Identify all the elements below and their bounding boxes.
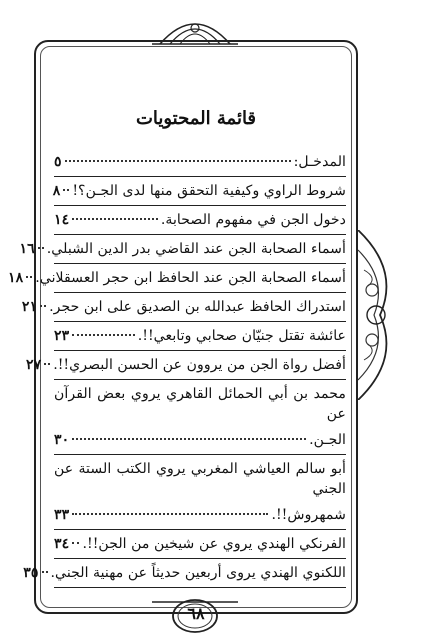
toc-entry-page: ٣٤ bbox=[54, 536, 70, 552]
dot-leader bbox=[65, 160, 291, 162]
toc-entry bbox=[54, 380, 346, 455]
toc-entry bbox=[54, 177, 346, 206]
toc-entry-text: محمد بن أبي الحمائل القاهري يروي بعض القرآن عن bbox=[54, 386, 346, 422]
toc-entry-text: أسماء الصحابة الجن عند القاضي بدر الدين الشبلي. bbox=[46, 241, 346, 257]
toc-entry bbox=[8, 264, 346, 293]
top-ornament-icon bbox=[150, 10, 240, 50]
toc-entry-page: ٣٥ bbox=[23, 565, 39, 581]
dot-leader bbox=[40, 305, 46, 307]
dot-leader bbox=[72, 438, 306, 440]
toc-entry-page: ١٨ bbox=[8, 270, 24, 286]
toc-entry bbox=[21, 293, 346, 322]
toc-entry-text: شروط الراوي وكيفية التحقق منها لدى الجـن؟! bbox=[72, 183, 346, 199]
toc-entry-continuation bbox=[54, 505, 346, 525]
dot-leader bbox=[26, 276, 32, 278]
table-of-contents bbox=[8, 148, 346, 588]
toc-entry-page: ١٤ bbox=[54, 212, 70, 228]
toc-entry bbox=[54, 455, 346, 530]
toc-entry-text: الفرنكي الهندي يروي عن شيخين من الجن!!. bbox=[82, 536, 346, 552]
toc-entry bbox=[25, 351, 346, 380]
page-number: ٦٨ bbox=[187, 604, 205, 623]
toc-entry-text: دخول الجن في مفهوم الصحابة. bbox=[160, 212, 346, 228]
toc-entry-text: أسماء الصحابة الجن عند الحافظ ابن حجر العسقلاني. bbox=[35, 270, 346, 286]
toc-entry-text: أفضل رواة الجن من يروون عن الحسن البصري!!. bbox=[53, 357, 346, 373]
toc-entry bbox=[54, 530, 346, 559]
toc-entry-page: ٣٣ bbox=[54, 507, 70, 523]
dot-leader bbox=[38, 247, 44, 249]
toc-entry-text: استدراك الحافظ عبدالله بن الصديق على ابن حجر. bbox=[49, 299, 346, 315]
toc-entry-text-cont: شمهروش!!. bbox=[271, 507, 346, 523]
dot-leader bbox=[72, 513, 268, 515]
toc-entry-text-cont: الجـن. bbox=[309, 432, 346, 448]
dot-leader bbox=[42, 571, 48, 573]
toc-entry-page: ٢٣ bbox=[54, 328, 70, 344]
toc-entry bbox=[54, 148, 346, 177]
side-ornament-icon bbox=[350, 230, 404, 400]
toc-entry-page: ٢٧ bbox=[25, 357, 42, 373]
dot-leader bbox=[72, 334, 135, 336]
dot-leader bbox=[63, 189, 69, 191]
dot-leader bbox=[72, 218, 158, 220]
toc-entry-page: ٥ bbox=[54, 154, 62, 170]
toc-entry-page: ١٦ bbox=[19, 241, 35, 257]
toc-entry-page: ٣٠ bbox=[54, 432, 70, 448]
toc-entry bbox=[54, 206, 346, 235]
toc-entry-text: اللكنوي الهندي يروى أربعين حديثاً عن مهنية الجني. bbox=[50, 565, 346, 581]
dot-leader bbox=[44, 363, 50, 365]
toc-entry-text: المدخـل: bbox=[293, 154, 346, 170]
toc-entry bbox=[54, 322, 346, 351]
dot-leader bbox=[72, 542, 79, 544]
toc-entry bbox=[19, 235, 346, 264]
toc-entry-text: أبو سالم العياشي المغربي يروي الكتب الستة عن الجني bbox=[54, 461, 346, 497]
toc-entry-page: ٨ bbox=[52, 183, 61, 199]
toc-entry-text: عائشة تقتل جنيّان صحابي وتابعي!!. bbox=[137, 328, 346, 344]
toc-entry-page: ٢١ bbox=[21, 299, 38, 315]
toc-entry-continuation bbox=[54, 430, 346, 450]
toc-entry bbox=[23, 559, 346, 588]
page-title: قائمة المحتويات bbox=[135, 108, 257, 129]
